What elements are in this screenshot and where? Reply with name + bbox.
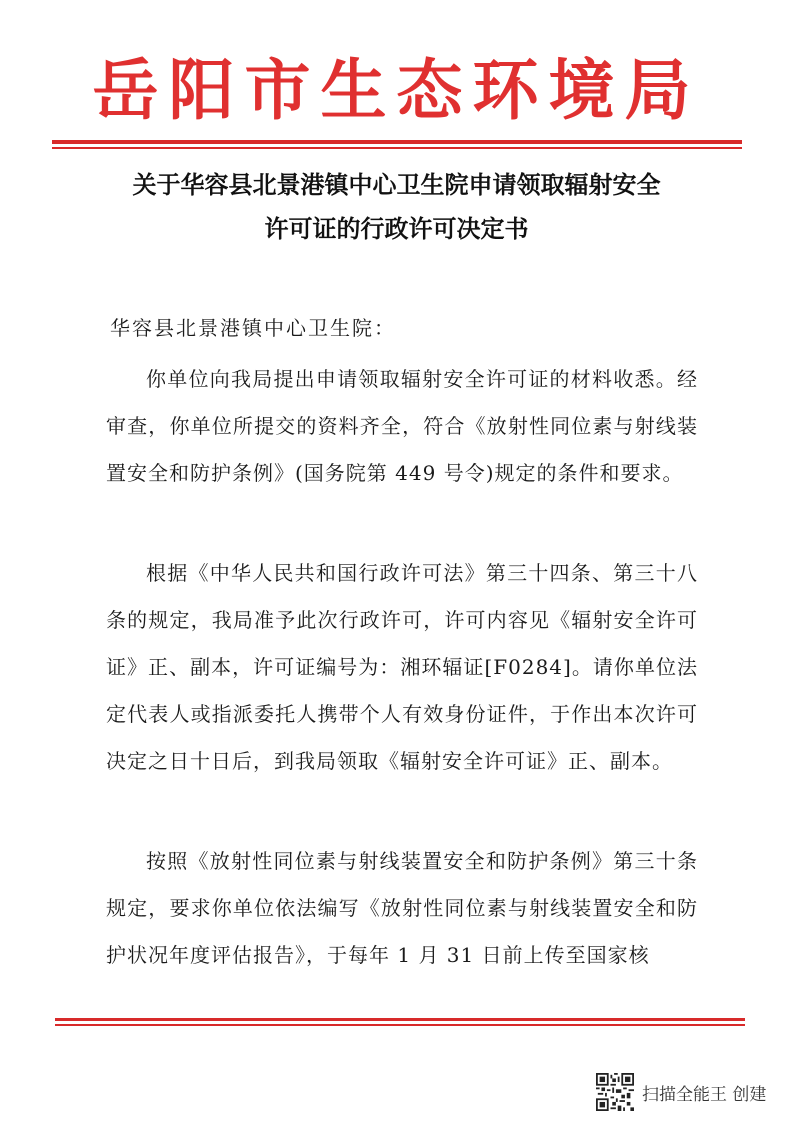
footer-rule-thick	[55, 1018, 745, 1021]
scanner-watermark	[596, 1072, 766, 1112]
body-paragraph-3: 按照《放射性同位素与射线装置安全和防护条例》第三十条规定，要求你单位依法编写《放射性同位素与射线装置安全和防护状况年度评估报告》，于每年 1 月 31 日前上传至国家核	[106, 849, 698, 967]
document-title-line-2: 许可证的行政许可决定书	[264, 215, 529, 243]
letterhead-rule-thick	[52, 140, 742, 144]
watermark-text: 扫描全能王 创建	[642, 1084, 767, 1105]
document-title-line-1: 关于华容县北景港镇中心卫生院申请领取辐射安全	[132, 171, 661, 199]
qr-code-icon	[596, 1073, 634, 1111]
salutation: 华容县北景港镇中心卫生院：	[110, 316, 396, 340]
body-paragraph-2: 根据《中华人民共和国行政许可法》第三十四条、第三十八条的规定，我局准予此次行政许可，许可内容见《辐射安全许可证》正、副本，许可证编号为：湘环辐证[F0284]。请你单位法定代表人或指派委托人携带个人有效身份证件，于作出本次许可决定之日十日后，到我局领取《辐射安全许可证》正、副本。	[106, 561, 698, 773]
body-paragraph-1: 你单位向我局提出申请领取辐射安全许可证的材料收悉。经审查，你单位所提交的资料齐全，符合《放射性同位素与射线装置安全和防护条例》(国务院第 449 号令)规定的条件和要求。	[106, 367, 698, 485]
letterhead-agency-name: 岳阳市生态环境局	[92, 51, 701, 129]
footer-rule-thin	[55, 1024, 745, 1026]
letterhead-rule-thin	[52, 147, 742, 149]
